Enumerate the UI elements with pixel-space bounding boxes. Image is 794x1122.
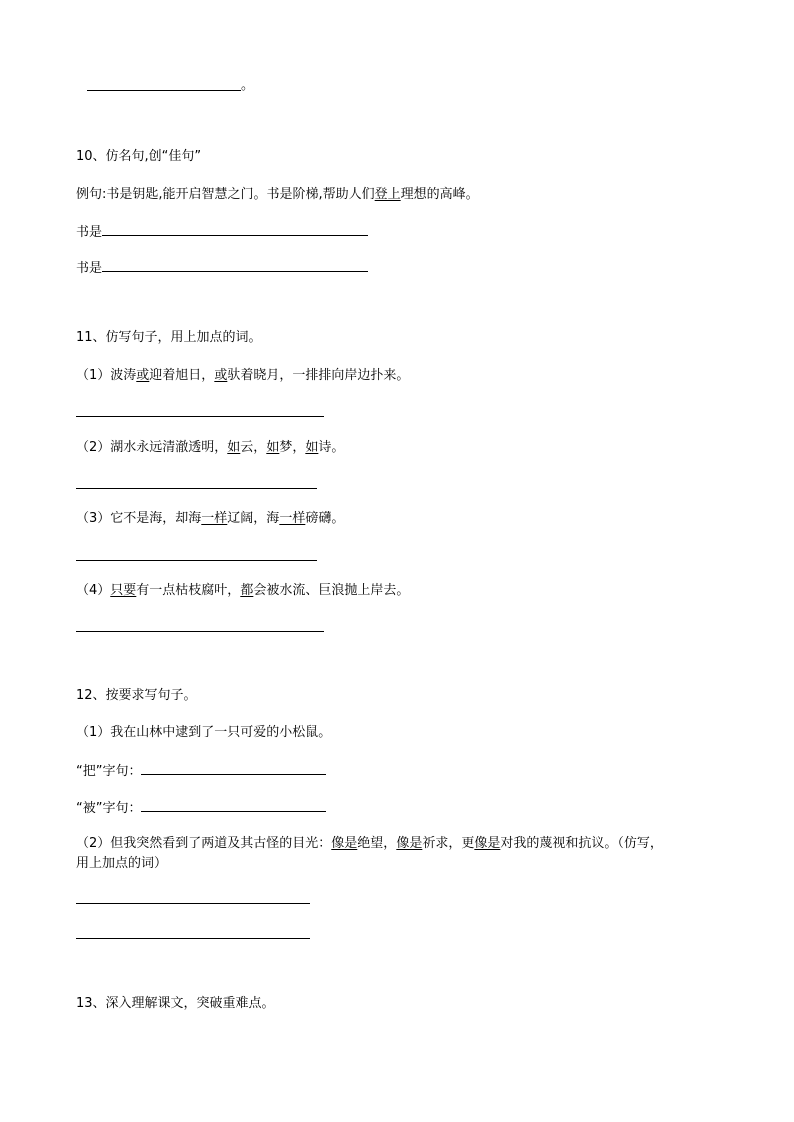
q10-answer-line-1 bbox=[76, 223, 368, 241]
q12-s2-dotted-word: 像是 bbox=[396, 836, 423, 851]
q11-answer-blank-2[interactable] bbox=[76, 488, 317, 489]
q11-s2-text: 梦， bbox=[279, 440, 306, 455]
q11-sentence-4 bbox=[76, 583, 409, 599]
q12-s2-text: 绝望， bbox=[357, 836, 397, 851]
q12-answer-blank-1[interactable] bbox=[76, 903, 310, 904]
q11-s1-text: 驮着晓月，一排排向岸边扑来。 bbox=[227, 368, 410, 383]
q10-line1-label: 书是 bbox=[76, 225, 103, 240]
q12-s2-text: 对我的蔑视和抗议。（仿写， bbox=[500, 836, 663, 851]
q10-answer-line-2 bbox=[76, 259, 368, 277]
q12-sentence-1: （1）我在山林中逮到了一只可爱的小松鼠。 bbox=[76, 725, 332, 740]
q11-s4-dotted-word: 都 bbox=[240, 583, 254, 598]
q11-s3-dotted-word: 一样 bbox=[201, 511, 228, 526]
q11-s1-text: （1）波涛 bbox=[76, 368, 137, 383]
q11-s3-text: （3）它不是海，却海 bbox=[76, 511, 202, 526]
q11-s2-text: 诗。 bbox=[318, 440, 345, 455]
q10-example-text-b: 理想的高峰。 bbox=[400, 187, 479, 202]
q11-s2-text: （2）湖水永远清澈透明， bbox=[76, 440, 228, 455]
q11-s3-dotted-word: 一样 bbox=[279, 511, 306, 526]
q11-sentence-1 bbox=[76, 368, 409, 384]
q12-sentence-2 bbox=[76, 836, 663, 852]
q12-ba-label: “把”字句： bbox=[76, 764, 142, 779]
q12-s2-text: （2）但我突然看到了两道及其古怪的目光： bbox=[76, 836, 332, 851]
q11-s2-dotted-word: 如 bbox=[266, 440, 280, 455]
q11-s2-dotted-word: 如 bbox=[305, 440, 319, 455]
q11-title: 11、仿写句子，用上加点的词。 bbox=[76, 330, 262, 345]
q12-sentence-2-cont: 用上加点的词） bbox=[76, 856, 168, 871]
q11-s1-dotted-word: 或 bbox=[214, 368, 228, 383]
q11-sentence-2 bbox=[76, 440, 344, 456]
q11-s1-text: 迎着旭日， bbox=[149, 368, 215, 383]
q11-s4-text: 会被水流、巨浪抛上岸去。 bbox=[253, 583, 410, 598]
q11-s2-dotted-word: 如 bbox=[227, 440, 241, 455]
q10-example bbox=[76, 187, 479, 203]
q11-answer-blank-4[interactable] bbox=[76, 631, 324, 632]
answer-blank-top[interactable] bbox=[87, 90, 241, 91]
q12-bei-line bbox=[76, 799, 326, 817]
q11-s4-text: 有一点枯枝腐叶， bbox=[136, 583, 241, 598]
q10-example-text-a: 例句:书是钥匙,能开启智慧之门。书是阶梯,帮助人们 bbox=[76, 187, 375, 202]
q11-s3-text: 辽阔，海 bbox=[227, 511, 280, 526]
q11-answer-blank-3[interactable] bbox=[76, 560, 317, 561]
q10-answer-blank-2[interactable] bbox=[102, 259, 368, 272]
q12-bei-answer-blank[interactable] bbox=[141, 799, 326, 812]
q12-s2-dotted-word: 像是 bbox=[331, 836, 358, 851]
q12-s2-text: 祈求，更 bbox=[422, 836, 475, 851]
q13-title: 13、深入理解课文，突破重难点。 bbox=[76, 996, 275, 1011]
q10-answer-blank-1[interactable] bbox=[102, 223, 368, 236]
q11-s4-text: （4） bbox=[76, 583, 111, 598]
q11-s2-text: 云， bbox=[240, 440, 267, 455]
q12-ba-answer-blank[interactable] bbox=[141, 762, 326, 775]
q11-sentence-3 bbox=[76, 511, 344, 527]
q11-s3-text: 磅礴。 bbox=[305, 511, 345, 526]
q12-bei-label: “被”字句： bbox=[76, 801, 142, 816]
q10-line2-label: 书是 bbox=[76, 261, 103, 276]
q12-answer-blank-2[interactable] bbox=[76, 938, 310, 939]
q11-answer-blank-1[interactable] bbox=[76, 416, 324, 417]
q12-title: 12、按要求写句子。 bbox=[76, 688, 197, 703]
q12-ba-line bbox=[76, 762, 326, 780]
q11-s1-dotted-word: 或 bbox=[136, 368, 150, 383]
q11-s4-dotted-word: 只要 bbox=[110, 583, 137, 598]
q10-title: 10、仿名句,创“佳句” bbox=[76, 149, 202, 164]
q12-s2-dotted-word: 像是 bbox=[474, 836, 501, 851]
q10-example-dotted-word: 登上 bbox=[374, 187, 401, 202]
period-mark: 。 bbox=[241, 78, 255, 93]
